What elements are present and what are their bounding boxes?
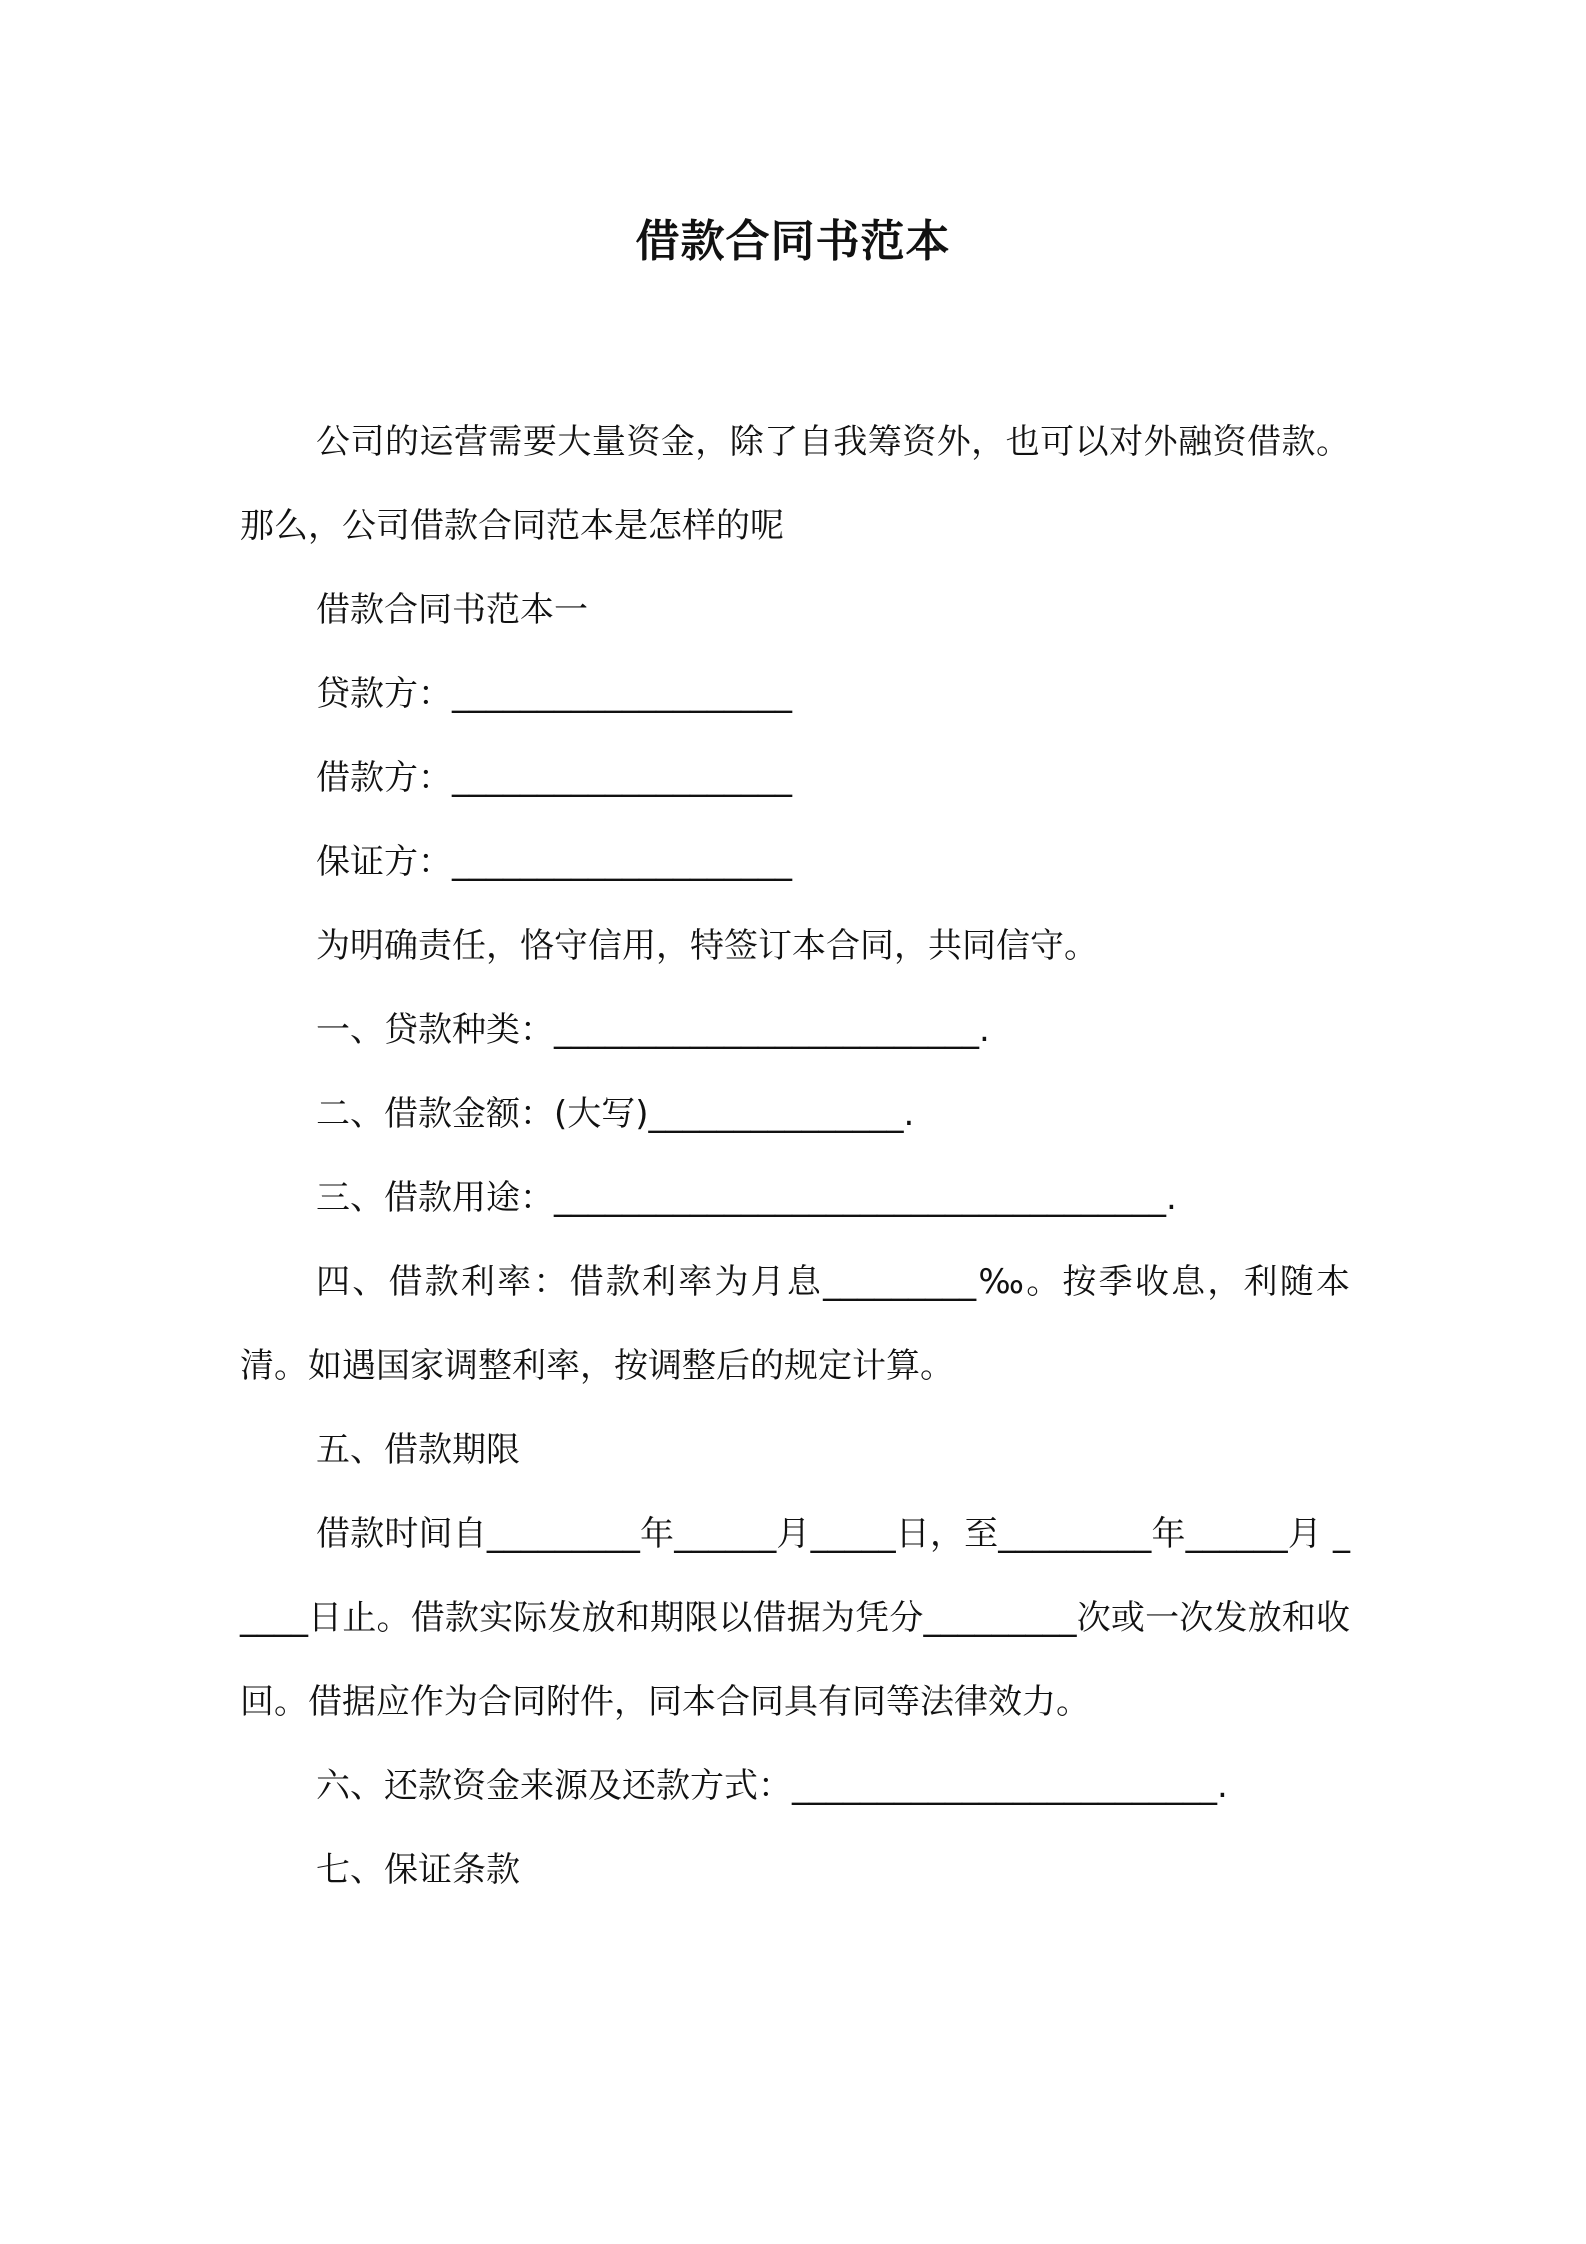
document-body: [240, 400, 1350, 1912]
clause-interest-rate: 四、借款利率：借款利率为月息_________‰。按季收息，利随本清。如遇国家调整利率，按调整后的规定计算。: [240, 1262, 1350, 1386]
clause-loan-type: 一、贷款种类：_________________________.: [316, 1010, 990, 1050]
preamble: 为明确责任，恪守信用，特签订本合同，共同信守。: [316, 926, 1098, 966]
guarantor-field: 保证方：____________________: [316, 842, 792, 882]
section-title: 借款合同书范本一: [316, 590, 588, 630]
clause-repayment: 六、还款资金来源及还款方式：_________________________.: [316, 1766, 1228, 1806]
document-title: 借款合同书范本: [635, 216, 951, 267]
borrower-field: 借款方：____________________: [316, 758, 792, 798]
clause-loan-amount: 二、借款金额：(大写)_______________.: [316, 1094, 915, 1134]
clause-loan-term-title: 五、借款期限: [316, 1430, 520, 1470]
intro-paragraph: 公司的运营需要大量资金，除了自我筹资外，也可以对外融资借款。那么，公司借款合同范本是怎样的呢: [240, 422, 1350, 546]
clause-loan-purpose: 三、借款用途：____________________________________.: [316, 1178, 1177, 1218]
clause-guarantee-title: 七、保证条款: [316, 1850, 520, 1890]
lender-field: 贷款方：____________________: [316, 674, 792, 714]
clause-loan-term-body: 借款时间自_________年______月_____日，至_________年______月 _____日止。借款实际发放和期限以借据为凭分_________次或一次发放和收回。借据应作为合同附件，同本合同具有同等法律效力。: [240, 1514, 1350, 1722]
